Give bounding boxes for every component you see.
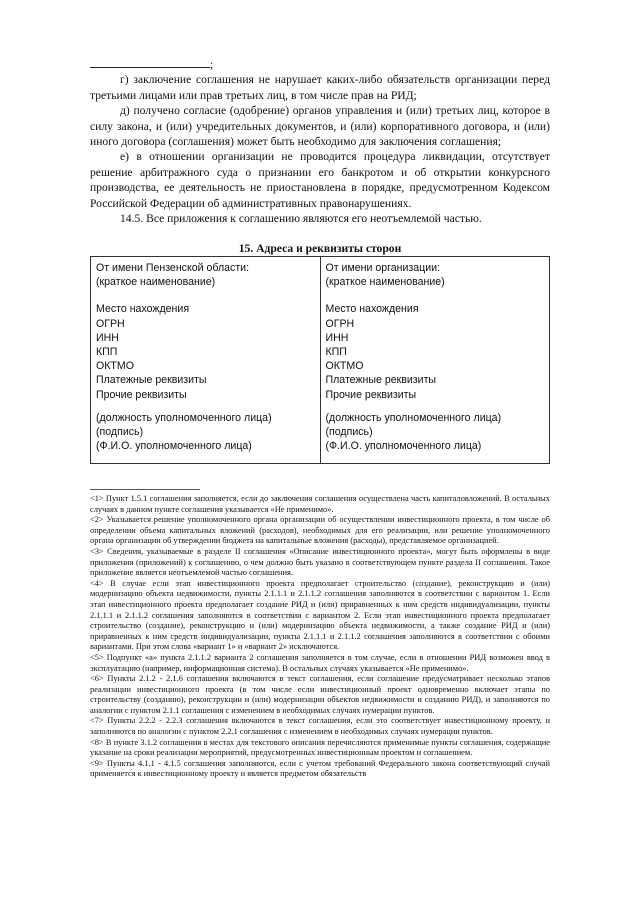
left-sign-fio: (Ф.И.О. уполномоченного лица) [96, 440, 252, 453]
section-title: 15. Адреса и реквизиты сторон [238, 242, 402, 255]
left-field-ogrn: ОГРН [96, 317, 125, 330]
footnote-1: <1> Пункт 1.5.1 соглашения заполняется, если до заключения соглашения осуществлена часть капиталовложений. В остальных случаях в данном пункте соглашения указывается «Не применимо». [90, 494, 550, 514]
agreement-body-text [90, 56, 550, 226]
right-field-location: Место нахождения [325, 303, 419, 316]
footnote-2: <2> Указывается решение уполномоченного органа организации об осуществлении инвестиционного проекта, в том числе об определении объема капитальных вложений (расходов), необходимых для его реализации, или решение уполномоченного органа организации об утверждении бюджета на капитальные вложения (расходы), представляемое организацией. [90, 515, 550, 546]
right-short-name: (краткое наименование) [325, 276, 445, 289]
footnote-9: <9> Пункты 4.1.1 - 4.1.5 соглашения заполняются, если с учетом требований Федерального закона соответствующий случай применяется к инвестиционному проекту и является предметом обязательств [90, 758, 550, 779]
left-field-oktmo: ОКТМО [96, 360, 134, 373]
left-field-payment: Платежные реквизиты [96, 374, 207, 387]
left-field-kpp: КПП [96, 346, 118, 359]
left-field-inn: ИНН [96, 331, 119, 344]
clause-e: е) в отношении организации не проводится процедура ликвидации, отсутствует решение арбитражного суда о признании его банкротом и об открытии конкурсного производства, ее деятельность не приостановлена в порядке, предусмотренном Кодексом Российской Федерации об административных правонарушениях. [90, 150, 550, 210]
clause-14-5: 14.5. Все приложения к соглашению являются его неотъемлемой частью. [120, 212, 482, 226]
footnote-4: <4> В случае если этап инвестиционного проекта предполагает строительство (создание), реконструкцию и (или) модернизацию объекта недвижимости, пункты 2.1.1.1 и 2.1.1.2 соглашения заполняются в соответствии с вариантом 1. Если этап инвестиционного проекта предполагает создание РИД и (или) приравненных к ним средств индивидуализации, пункты 2.1.1.1 и 2.1.1.2 соглашения заполняются в соответствии с вариантом 2. Если этап инвестиционного проекта предполагает строительство (создание), реконструкцию и (или) модернизацию объекта недвижимости, а также создание РИД и (или) приравненных к ним средств индивидуализации, пункты 2.1.1.1 и 2.1.1.2 соглашения заполняются в соответствии с обоими вариантами. При этом слова «вариант 1» и «вариант 2» исключаются. [90, 578, 550, 652]
clause-d: д) получено согласие (одобрение) органов управления и (или) третьих лиц, которое в силу закона, и (или) учредительных документов, и (или) корпоративного договора, и (или) иного договора (соглашения) может быть необходимо для заключения соглашения; [90, 104, 550, 149]
left-sign-position: (должность уполномоченного лица) [96, 411, 272, 424]
blank-line-row [90, 56, 550, 72]
right-sign-signature: (подпись) [325, 426, 373, 439]
footnote-5: <5> Подпункт «а» пункта 2.1.1.2 варианта 2 соглашения заполняется в том случае, если в отношении РИД возможен ввод в эксплуатацию (например, информационная система). В остальных случаях указывается «Не применимо». [90, 652, 550, 673]
first-line-tail: ; [210, 58, 214, 71]
left-header: От имени Пензенской области: [96, 262, 250, 274]
footnote-8: <8> В пункте 3.1.2 соглашения в местах для текстового описания перечисляются применимые пункты соглашения, содержащие указание на сроки реализации мероприятий, предусмотренных инвестиционным проектом и соглашением. [90, 737, 550, 758]
right-field-other: Прочие реквизиты [325, 388, 417, 401]
right-sign-fio: (Ф.И.О. уполномоченного лица) [325, 440, 482, 453]
footnote-separator [90, 489, 200, 490]
requisites-table [90, 256, 550, 464]
left-short-name: (краткое наименование) [96, 276, 216, 289]
left-field-location: Место нахождения [96, 303, 190, 316]
right-header: От имени организации: [325, 262, 441, 274]
left-sign-signature: (подпись) [96, 426, 144, 439]
right-field-ogrn: ОГРН [325, 317, 355, 330]
right-party-column [320, 257, 550, 463]
right-sign-position: (должность уполномоченного лица) [325, 411, 502, 424]
right-field-payment: Платежные реквизиты [325, 374, 437, 387]
clause-g: г) заключение соглашения не нарушает каких-либо обязательств организации перед третьими лицами или прав третьих лиц, в том числе прав на РИД; [90, 73, 550, 102]
blank-fill-line [90, 56, 210, 68]
footnote-7: <7> Пункты 2.2.2 - 2.2.3 соглашения включаются в текст соглашения, если это соответствует инвестиционному проекту, и заполняются по аналогии с пунктом 2.2.1 соглашения с изменением в необходимых случаях нумерации пунктов. [90, 716, 550, 737]
right-field-inn: ИНН [325, 331, 349, 344]
footnotes [90, 494, 550, 780]
right-field-oktmo: ОКТМО [325, 360, 364, 373]
left-party-column [91, 257, 320, 463]
left-field-other: Прочие реквизиты [96, 388, 187, 401]
footnote-3: <3> Сведения, указываемые в разделе II соглашения «Описание инвестиционного проекта», могут быть оформлены в виде приложения (приложений) к соглашению, о чем должно быть указано в соответствующем пункте раздела II соглашения. Такое приложение является неотъемлемой частью соглашения. [90, 546, 550, 578]
right-field-kpp: КПП [325, 346, 347, 359]
footnote-6: <6> Пункты 2.1.2 - 2.1.6 соглашения включаются в текст соглашения, если соглашение предусматривает несколько этапов реализации инвестиционного проекта (в том числе если инвестиционный проект одновременно включает этапы по строительству (созданию), реконструкции и (или) модернизации объектов недвижимости и созданию РИД), и заполняются по аналогии с пунктом 2.1.1 соглашения с изменением в необходимых случаях нумерации пунктов. [90, 674, 550, 715]
